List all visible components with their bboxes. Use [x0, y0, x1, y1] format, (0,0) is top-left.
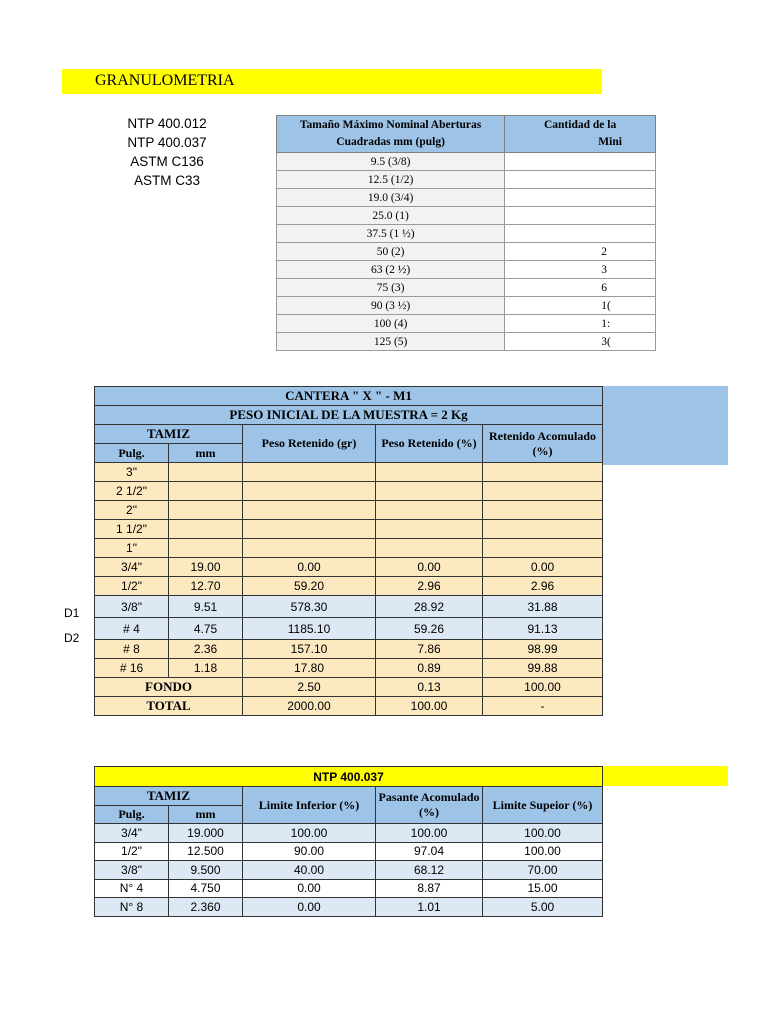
table-row: [95, 640, 603, 659]
mm-cell: 12.70: [169, 577, 243, 596]
d1-label: D1: [64, 606, 80, 620]
total-gr: 2000.00: [243, 697, 376, 716]
cantera-header-row: [95, 425, 603, 444]
header-sample-qty-line2: Mini: [598, 136, 622, 148]
mm-cell: 9.51: [169, 596, 243, 618]
table-row: [95, 659, 603, 678]
size-cell: 50 (2): [277, 243, 505, 261]
peso-gr-cell: 157.10: [243, 640, 376, 659]
size-cell: 12.5 (1/2): [277, 171, 505, 189]
table-row: [277, 333, 656, 351]
acum-cell: [483, 463, 603, 482]
sample-size-table: [276, 115, 622, 362]
side-blue-fill: [603, 386, 728, 465]
pulg-cell: 1/2": [95, 577, 169, 596]
qty-cell: [505, 153, 656, 171]
sup-cell: 15.00: [483, 879, 603, 898]
acum-cell: [483, 520, 603, 539]
pas-cell: 68.12: [376, 861, 483, 880]
ntp-table: [94, 766, 603, 926]
pulg-cell: 3/8": [95, 861, 169, 880]
cantera-title: CANTERA " X " - M1: [95, 387, 603, 406]
mm-cell: [169, 501, 243, 520]
header-sample-qty: [505, 116, 656, 153]
peso-pct-cell: 2.96: [376, 577, 483, 596]
qty-cell: 6: [505, 279, 656, 297]
sup-cell: 100.00: [483, 824, 603, 843]
table-row: [95, 539, 603, 558]
table-row: [277, 171, 656, 189]
mm-cell: 4.750: [169, 879, 243, 898]
table-row: [95, 824, 603, 843]
header-peso-gr: Peso Retenido (gr): [243, 425, 376, 463]
pas-cell: 97.04: [376, 842, 483, 861]
peso-gr-cell: [243, 482, 376, 501]
norm-4: ASTM C33: [133, 173, 201, 188]
acum-cell: 2.96: [483, 577, 603, 596]
pulg-cell: 3/8": [95, 596, 169, 618]
ntp-header-pulg: Pulg.: [95, 805, 169, 824]
mm-cell: 2.360: [169, 898, 243, 917]
ntp-header-sup: Limite Supeior (%): [483, 787, 603, 824]
norm-2: NTP 400.037: [127, 135, 207, 150]
header-peso-pct: Peso Retenido (%): [376, 425, 483, 463]
peso-gr-cell: 59.20: [243, 577, 376, 596]
table-row: [95, 596, 603, 618]
table-row: [277, 315, 656, 333]
size-cell: 75 (3): [277, 279, 505, 297]
peso-gr-cell: 17.80: [243, 659, 376, 678]
total-pct: 100.00: [376, 697, 483, 716]
sup-cell: 100.00: [483, 842, 603, 861]
qty-cell: [505, 225, 656, 243]
pulg-cell: # 16: [95, 659, 169, 678]
pulg-cell: N° 8: [95, 898, 169, 917]
table-row: [277, 243, 656, 261]
table-row: [277, 261, 656, 279]
mm-cell: 12.500: [169, 842, 243, 861]
peso-gr-cell: [243, 539, 376, 558]
peso-gr-cell: [243, 520, 376, 539]
inf-cell: 0.00: [243, 879, 376, 898]
total-label: TOTAL: [95, 697, 243, 716]
table-row: [277, 225, 656, 243]
inf-cell: 90.00: [243, 842, 376, 861]
ntp-title-row: [95, 767, 603, 787]
acum-cell: 0.00: [483, 558, 603, 577]
ntp-header-pas: Pasante Acomulado (%): [376, 787, 483, 824]
header-acum: Retenido Acomulado (%): [483, 425, 603, 463]
page-title: GRANULOMETRIA: [95, 72, 235, 89]
d2-label: D2: [64, 631, 80, 645]
pulg-cell: 3/4": [95, 558, 169, 577]
inf-cell: 40.00: [243, 861, 376, 880]
mm-cell: 19.00: [169, 558, 243, 577]
ntp-header-inf: Limite Inferior (%): [243, 787, 376, 824]
header-pulg: Pulg.: [95, 444, 169, 463]
norm-1: NTP 400.012: [127, 116, 207, 131]
peso-gr-cell: 0.00: [243, 558, 376, 577]
table-row: [277, 279, 656, 297]
qty-cell: 2: [505, 243, 656, 261]
peso-pct-cell: [376, 463, 483, 482]
peso-pct-cell: [376, 520, 483, 539]
cantera-table: [94, 386, 603, 728]
total-row: [95, 697, 603, 716]
pulg-cell: N° 4: [95, 879, 169, 898]
fondo-row: [95, 678, 603, 697]
size-cell: 63 (2 ½): [277, 261, 505, 279]
total-acum: -: [483, 697, 603, 716]
mm-cell: 2.36: [169, 640, 243, 659]
sup-cell: 5.00: [483, 898, 603, 917]
inf-cell: 100.00: [243, 824, 376, 843]
ntp-header-mm: mm: [169, 805, 243, 824]
acum-cell: 31.88: [483, 596, 603, 618]
mm-cell: 1.18: [169, 659, 243, 678]
qty-cell: 3(: [505, 333, 656, 351]
ntp-header-row: [95, 787, 603, 806]
cantera-title-row: [95, 387, 603, 406]
pulg-cell: 1 1/2": [95, 520, 169, 539]
pulg-cell: 3": [95, 463, 169, 482]
ntp-yellow-extension: [603, 766, 728, 786]
table-row: [277, 189, 656, 207]
table-row: [277, 297, 656, 315]
size-cell: 125 (5): [277, 333, 505, 351]
mm-cell: [169, 463, 243, 482]
acum-cell: [483, 501, 603, 520]
table-row: [95, 463, 603, 482]
table-row: [95, 577, 603, 596]
sample-size-header-row: [277, 116, 656, 153]
table-row: [95, 558, 603, 577]
peso-pct-cell: [376, 539, 483, 558]
size-cell: 25.0 (1): [277, 207, 505, 225]
size-cell: 19.0 (3/4): [277, 189, 505, 207]
qty-cell: [505, 207, 656, 225]
pulg-cell: # 4: [95, 618, 169, 640]
header-max-size: Tamaño Máximo Nominal Aberturas Cuadradas mm (pulg): [277, 116, 505, 153]
peso-pct-cell: [376, 501, 483, 520]
sup-cell: 70.00: [483, 861, 603, 880]
table-row: [95, 898, 603, 917]
header-mm: mm: [169, 444, 243, 463]
peso-gr-cell: 1185.10: [243, 618, 376, 640]
table-row: [277, 207, 656, 225]
size-cell: 90 (3 ½): [277, 297, 505, 315]
pulg-cell: 1": [95, 539, 169, 558]
mm-cell: [169, 520, 243, 539]
peso-pct-cell: [376, 482, 483, 501]
fondo-acum: 100.00: [483, 678, 603, 697]
ntp-title: NTP 400.037: [95, 767, 603, 787]
table-row: [95, 501, 603, 520]
peso-pct-cell: 7.86: [376, 640, 483, 659]
pas-cell: 1.01: [376, 898, 483, 917]
header-tamiz: TAMIZ: [95, 425, 243, 444]
acum-cell: [483, 482, 603, 501]
qty-cell: [505, 171, 656, 189]
peso-pct-cell: 0.00: [376, 558, 483, 577]
size-cell: 100 (4): [277, 315, 505, 333]
peso-gr-cell: 578.30: [243, 596, 376, 618]
acum-cell: [483, 539, 603, 558]
pas-cell: 8.87: [376, 879, 483, 898]
peso-pct-cell: 59.26: [376, 618, 483, 640]
qty-cell: 1:: [505, 315, 656, 333]
table-row: [277, 153, 656, 171]
acum-cell: 98.99: [483, 640, 603, 659]
size-cell: 9.5 (3/8): [277, 153, 505, 171]
norm-3: ASTM C136: [130, 154, 204, 169]
table-row: [95, 618, 603, 640]
pulg-cell: 1/2": [95, 842, 169, 861]
cantera-subtitle: PESO INICIAL DE LA MUESTRA = 2 Kg: [95, 406, 603, 425]
mm-cell: [169, 539, 243, 558]
acum-cell: 99.88: [483, 659, 603, 678]
qty-cell: [505, 189, 656, 207]
fondo-gr: 2.50: [243, 678, 376, 697]
ntp-header-tamiz: TAMIZ: [95, 787, 243, 806]
table-row: [95, 879, 603, 898]
pulg-cell: 2": [95, 501, 169, 520]
acum-cell: 91.13: [483, 618, 603, 640]
mm-cell: 9.500: [169, 861, 243, 880]
peso-pct-cell: 28.92: [376, 596, 483, 618]
pulg-cell: 3/4": [95, 824, 169, 843]
peso-pct-cell: 0.89: [376, 659, 483, 678]
fondo-label: FONDO: [95, 678, 243, 697]
pas-cell: 100.00: [376, 824, 483, 843]
table-row: [95, 520, 603, 539]
size-cell: 37.5 (1 ½): [277, 225, 505, 243]
peso-gr-cell: [243, 463, 376, 482]
fondo-pct: 0.13: [376, 678, 483, 697]
inf-cell: 0.00: [243, 898, 376, 917]
table-row: [95, 842, 603, 861]
header-sample-qty-line1: Cantidad de la: [543, 119, 617, 131]
mm-cell: 4.75: [169, 618, 243, 640]
pulg-cell: 2 1/2": [95, 482, 169, 501]
pulg-cell: # 8: [95, 640, 169, 659]
peso-gr-cell: [243, 501, 376, 520]
table-row: [95, 482, 603, 501]
mm-cell: [169, 482, 243, 501]
mm-cell: 19.000: [169, 824, 243, 843]
cantera-subtitle-row: [95, 406, 603, 425]
qty-cell: 3: [505, 261, 656, 279]
qty-cell: 1(: [505, 297, 656, 315]
table-row: [95, 861, 603, 880]
